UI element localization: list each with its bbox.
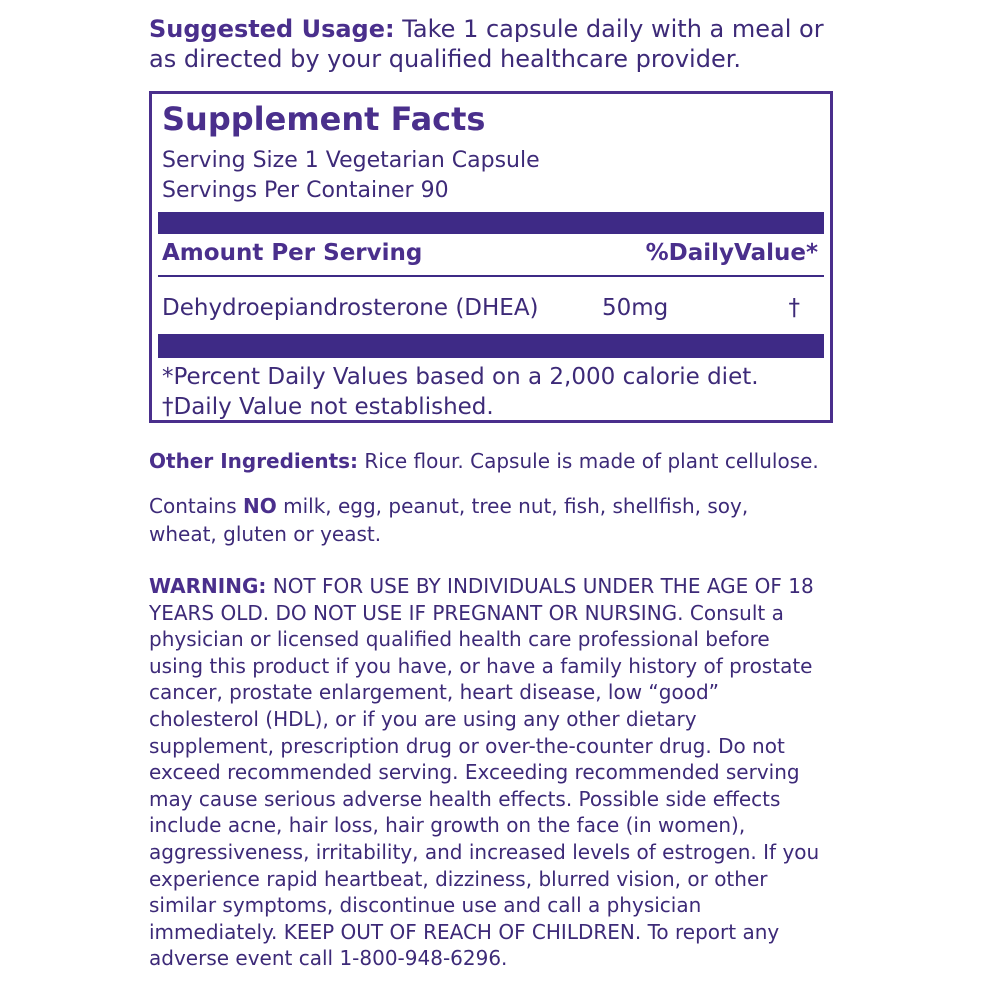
ingredient-amount: 50mg — [602, 295, 669, 321]
ingredient-name: Dehydroepiandrosterone (DHEA) — [162, 295, 539, 321]
serving-size: Serving Size 1 Vegetarian Capsule — [162, 148, 540, 173]
suggested-usage-text-line2: as directed by your qualified healthcare provider. — [149, 45, 742, 73]
warning-line: physician or licensed qualified health care professional before — [149, 627, 770, 652]
daily-value-header: %DailyValue* — [645, 240, 818, 266]
amount-per-serving-header: Amount Per Serving — [162, 240, 423, 266]
warning-label: WARNING: — [149, 574, 267, 598]
ingredient-daily-value: † — [788, 295, 800, 321]
thick-divider-top — [158, 212, 824, 234]
warning-line-1: NOT FOR USE BY INDIVIDUALS UNDER THE AGE OF 18 — [266, 574, 814, 598]
warning-line: exceed recommended serving. Exceeding recommended serving — [149, 760, 800, 785]
warning-line: using this product if you have, or have a family history of prostate — [149, 653, 813, 678]
other-ingredients — [149, 449, 819, 473]
contains-line2: wheat, gluten or yeast. — [149, 522, 382, 546]
footnote-percent-dv: *Percent Daily Values based on a 2,000 calorie diet. — [162, 364, 759, 390]
other-ingredients-label: Other Ingredients: — [149, 449, 359, 473]
warning-line: YEARS OLD. DO NOT USE IF PREGNANT OR NURSING. Consult a — [149, 600, 784, 625]
contains-prefix: Contains — [149, 494, 243, 518]
warning-line: similar symptoms, discontinue use and call a physician — [149, 893, 702, 918]
footnote-dv-not-established: †Daily Value not established. — [162, 394, 494, 420]
other-ingredients-text: Rice flour. Capsule is made of plant cellulose. — [358, 449, 819, 473]
suggested-usage-text: Take 1 capsule daily with a meal or — [394, 15, 824, 43]
contains-line1: milk, egg, peanut, tree nut, fish, shellfish, soy, — [276, 494, 749, 518]
warning-line: include acne, hair loss, hair growth on the face (in women), — [149, 813, 746, 838]
thin-divider — [158, 275, 824, 277]
warning-line: adverse event call 1-800-948-6296. — [149, 946, 508, 971]
contains-no: NO — [242, 494, 277, 518]
warning-section — [149, 573, 819, 972]
servings-per-container: Servings Per Container 90 — [162, 178, 449, 203]
warning-line: cholesterol (HDL), or if you are using any other dietary — [149, 706, 697, 731]
suggested-usage-label: Suggested Usage: — [149, 15, 395, 43]
thick-divider-bottom — [158, 334, 824, 358]
warning-line: cancer, prostate enlargement, heart disease, low “good” — [149, 680, 720, 705]
warning-line: aggressiveness, irritability, and increased levels of estrogen. If you — [149, 839, 820, 864]
supplement-facts-panel — [149, 91, 833, 423]
warning-line: immediately. KEEP OUT OF REACH OF CHILDREN. To report any — [149, 919, 780, 944]
suggested-usage — [149, 14, 849, 74]
warning-line: may cause serious adverse health effects. Possible side effects — [149, 786, 781, 811]
allergen-statement — [149, 492, 748, 548]
supplement-facts-title: Supplement Facts — [162, 100, 486, 138]
warning-line: experience rapid heartbeat, dizziness, blurred vision, or other — [149, 866, 768, 891]
warning-line: supplement, prescription drug or over-the-counter drug. Do not — [149, 733, 785, 758]
